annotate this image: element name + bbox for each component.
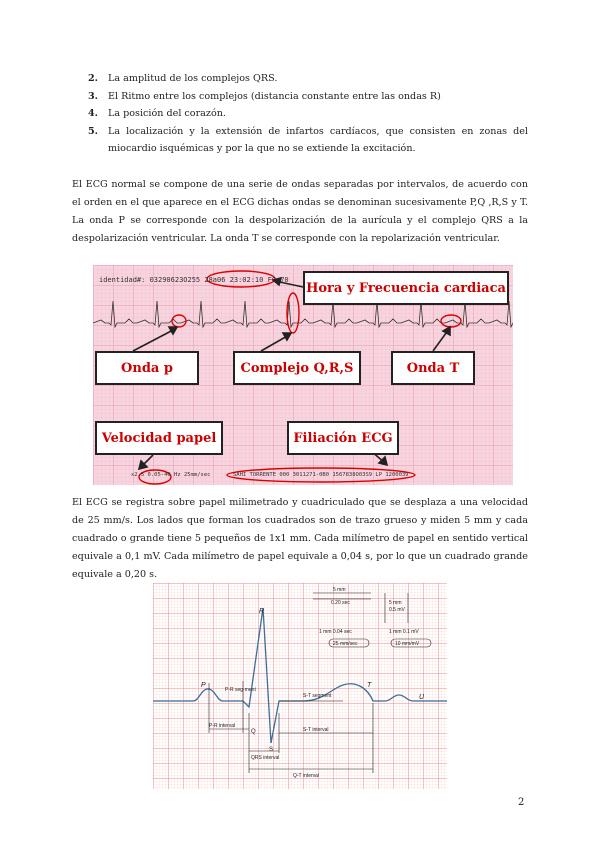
label-Q: Q <box>251 729 256 735</box>
label-5mm-b: 5 mm <box>389 600 402 606</box>
label-paper-speed: 25 mm/sec <box>333 641 358 647</box>
label-calibration: 10 mm/mV <box>395 641 420 647</box>
numbered-list <box>88 70 528 158</box>
callout-hora-frecuencia: Hora y Frecuencia cardiaca <box>303 271 509 305</box>
label-qt-interval: Q-T interval <box>293 773 320 779</box>
paragraph-ecg-waves: El ECG normal se compone de una serie de ondas separadas por intervalos, de acuerdo con el orden en el que aparece en el ECG dichas ondas se denominan sucesivamente P,Q ,R,S y T. La onda P se corresponde con la despolarización de la aurícula y el complejo QRS a la despolarización ventricular. La onda T se corresponde con la repolarización ventricular. <box>72 179 528 244</box>
callout-onda-p: Onda p <box>95 351 199 385</box>
ecg-strip-figure <box>93 265 513 485</box>
label-qrs-interval: QRS interval <box>251 755 280 761</box>
callout-onda-t: Onda T <box>391 351 475 385</box>
label-pr-interval: P-R interval <box>209 723 236 729</box>
ecg-header-text: identidad#: 03290623O255 28a06 23:02:10 FC:70 <box>99 276 289 284</box>
list-item <box>88 105 528 123</box>
list-text: El Ritmo entre los complejos (distancia constante entre las ondas R) <box>108 90 441 102</box>
label-st-interval: S-T interval <box>303 727 329 733</box>
label-1mm-004sec: 1 mm 0.04 sec <box>319 629 352 635</box>
label-R: R <box>259 608 265 615</box>
list-number: 3. <box>88 90 99 102</box>
callout-complejo-qrs: Complejo Q,R,S <box>233 351 361 385</box>
list-item <box>88 70 528 88</box>
ecg-waveform-diagram <box>153 583 447 789</box>
list-text: La posición del corazón. <box>108 108 226 119</box>
label-020sec: 0.20 sec <box>331 600 350 606</box>
label-5mm: 5 mm <box>333 587 346 593</box>
label-05mv: 0.5 mV <box>389 607 405 613</box>
list-item <box>88 88 528 106</box>
list-number: 5. <box>88 125 99 137</box>
list-text: La amplitud de los complejos QRS. <box>108 73 278 84</box>
callout-filiacion-ecg: Filiación ECG <box>287 421 399 455</box>
callout-velocidad-papel: Velocidad papel <box>95 421 223 455</box>
ecg-diagram-graphic <box>153 583 447 789</box>
label-st-segment: S-T segment <box>303 693 332 699</box>
label-1mm-01mv: 1 mm 0.1 mV <box>389 629 419 635</box>
label-pr-segment: P-R seg-ment <box>225 687 256 693</box>
label-T: T <box>367 682 372 689</box>
list-item <box>88 123 528 158</box>
label-P: P <box>201 682 206 689</box>
paragraph-ecg-paper: El ECG se registra sobre papel milimetrado y cuadriculado que se desplaza a una velocidad de 25 mm/s. Los lados que forman los cuadrados son de trazo grueso y miden 5 mm y cada cuadrado o grande tiene 5 pequeños de 1x1 mm. Cada milímetro de papel en sentido vertical equivale a 0,1 mV. Cada milímetro de papel equivale a 0,04 s, por lo que un cuadrado grande equivale a 0,20 s. <box>72 497 528 580</box>
list-text: La localización y la extensión de infartos cardíacos, que consisten en zonas del miocardio isquémicas y por la que no se extiende la excitación. <box>108 125 528 154</box>
ecg-speed-text: x2.5 0.05-40 Hz 25mm/sec <box>131 472 211 478</box>
list-number: 4. <box>88 108 99 119</box>
label-U: U <box>419 694 425 701</box>
page-number: 2 <box>518 797 525 808</box>
label-S: S <box>269 747 274 753</box>
list-number: 2. <box>88 73 99 84</box>
ecg-footer-text: SAHI TORRENTE 000 3011271-0B0 1567838O03S9 LP 1200039 <box>233 472 409 478</box>
